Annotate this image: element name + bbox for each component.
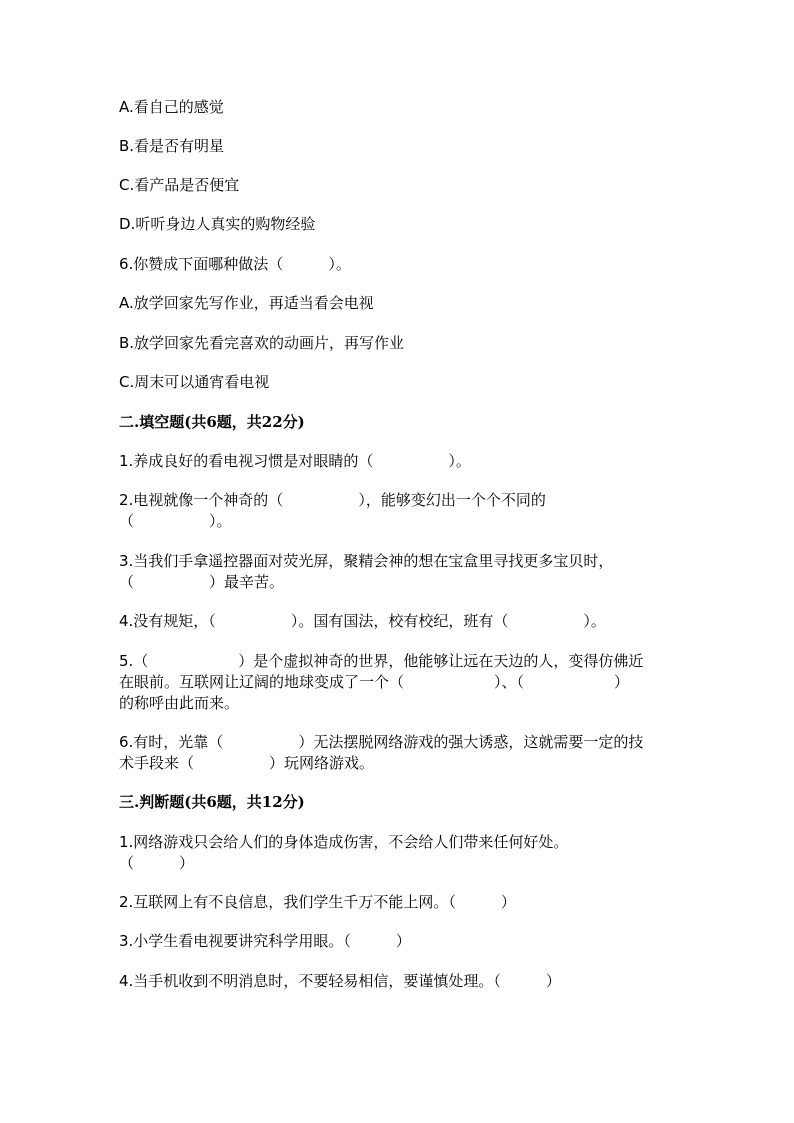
tf-question-3: 3.小学生看电视要讲究科学用眼。（ ） — [119, 932, 411, 950]
fill-question-5-line-1: 5.（ ）是个虚拟神奇的世界，他能够让远在天边的人，变得仿佛近 — [119, 652, 644, 670]
option-a-q6: A.放学回家先写作业，再适当看会电视 — [119, 294, 374, 312]
tf-question-2: 2.互联网上有不良信息，我们学生千万不能上网。（ ） — [119, 893, 516, 911]
section-heading-true-false: 三.判断题(共6题，共12分) — [119, 793, 305, 811]
option-b-q6: B.放学回家先看完喜欢的动画片，再写作业 — [119, 334, 405, 352]
fill-question-3-line-1: 3.当我们手拿遥控器面对荧光屏，聚精会神的想在宝盒里寻找更多宝贝时， — [119, 552, 614, 570]
option-c-q6: C.周末可以通宵看电视 — [119, 373, 270, 391]
fill-question-5-line-3: 的称呼由此而来。 — [119, 694, 240, 712]
option-b-q5: B.看是否有明星 — [119, 137, 225, 155]
fill-question-1: 1.养成良好的看电视习惯是对眼睛的（ ）。 — [119, 452, 471, 470]
option-d-q5: D.听听身边人真实的购物经验 — [119, 215, 316, 233]
section-heading-fill-in: 二.填空题(共6题，共22分) — [119, 413, 305, 431]
question-6: 6.你赞成下面哪种做法（ ）。 — [119, 255, 351, 273]
fill-question-6-line-2: 术手段来（ ）玩网络游戏。 — [119, 754, 375, 772]
fill-question-4: 4.没有规矩，（ ）。国有国法，校有校纪，班有（ ）。 — [119, 612, 606, 630]
tf-question-1-line-2: （ ） — [119, 854, 195, 872]
fill-question-2-line-2: （ ）。 — [119, 512, 232, 530]
option-c-q5: C.看产品是否便宜 — [119, 176, 240, 194]
tf-question-4: 4.当手机收到不明消息时，不要轻易相信，要谨慎处理。（ ） — [119, 972, 561, 990]
fill-question-5-line-2: 在眼前。互联网让辽阔的地球变成了一个（ ）、（ ） — [119, 673, 630, 691]
fill-question-2-line-1: 2.电视就像一个神奇的（ ），能够变幻出一个个不同的 — [119, 491, 546, 509]
tf-question-1-line-1: 1.网络游戏只会给人们的身体造成伤害，不会给人们带来任何好处。 — [119, 833, 569, 851]
fill-question-3-line-2: （ ）最辛苦。 — [119, 573, 285, 591]
fill-question-6-line-1: 6.有时，光靠（ ）无法摆脱网络游戏的强大诱惑，这就需要一定的技 — [119, 733, 644, 751]
option-a-q5: A.看自己的感觉 — [119, 98, 224, 116]
